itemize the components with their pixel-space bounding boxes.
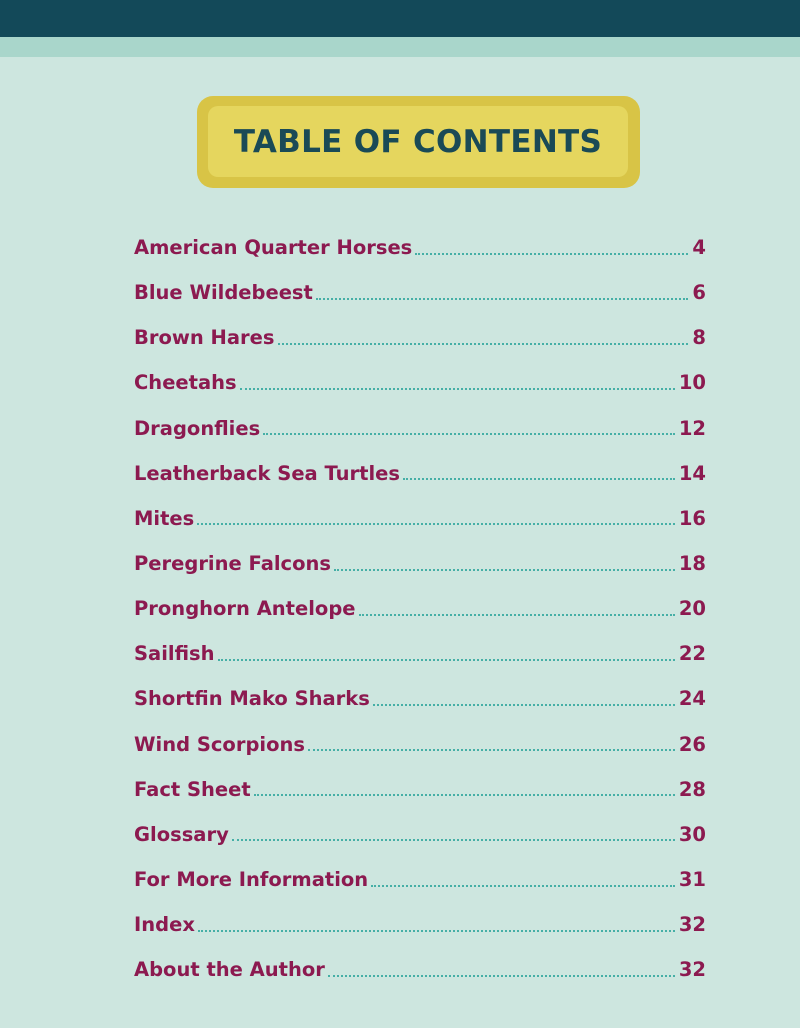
toc-entry-label: Mites bbox=[134, 506, 195, 530]
toc-entry-label: Sailfish bbox=[134, 642, 215, 666]
page-title: TABLE OF CONTENTS bbox=[233, 123, 603, 160]
toc-entry-page: 31 bbox=[678, 868, 706, 892]
toc-dot-leader bbox=[263, 433, 675, 435]
top-band bbox=[0, 0, 800, 37]
toc-entry-label: Index bbox=[134, 913, 195, 937]
toc-entry-page: 22 bbox=[678, 642, 706, 666]
toc-dot-leader bbox=[328, 975, 675, 977]
toc-entry[interactable] bbox=[134, 406, 706, 451]
toc-entry-page: 30 bbox=[678, 822, 706, 846]
toc-entry-label: Cheetahs bbox=[134, 371, 237, 395]
toc-entry-page: 28 bbox=[678, 777, 706, 801]
toc-entry-label: About the Author bbox=[134, 958, 325, 982]
toc-entry[interactable] bbox=[134, 586, 706, 631]
toc-dot-leader bbox=[371, 885, 675, 887]
toc-entry-label: Blue Wildebeest bbox=[134, 281, 313, 305]
toc-entry[interactable] bbox=[134, 270, 706, 315]
toc-entry-label: Peregrine Falcons bbox=[134, 552, 331, 576]
toc-entry-label: Glossary bbox=[134, 822, 229, 846]
toc-entry-label: For More Information bbox=[134, 868, 369, 892]
toc-entry-page: 24 bbox=[678, 687, 706, 711]
toc-entry-page: 10 bbox=[678, 371, 706, 395]
toc-entry[interactable] bbox=[134, 947, 706, 992]
toc-entry[interactable] bbox=[134, 722, 706, 767]
toc-dot-leader bbox=[254, 794, 675, 796]
toc-dot-leader bbox=[278, 343, 689, 345]
toc-entry-page: 8 bbox=[692, 326, 706, 350]
toc-entry-label: American Quarter Horses bbox=[134, 236, 413, 260]
toc-entry[interactable] bbox=[134, 812, 706, 857]
toc-entry-page: 18 bbox=[678, 552, 706, 576]
toc-dot-leader bbox=[197, 523, 675, 525]
toc-entry[interactable] bbox=[134, 496, 706, 541]
toc-dot-leader bbox=[308, 749, 675, 751]
toc-entry-label: Dragonflies bbox=[134, 416, 261, 440]
toc-list bbox=[134, 225, 706, 992]
toc-entry[interactable] bbox=[134, 451, 706, 496]
toc-entry[interactable] bbox=[134, 676, 706, 721]
toc-entry-label: Brown Hares bbox=[134, 326, 275, 350]
toc-entry-label: Fact Sheet bbox=[134, 777, 251, 801]
toc-dot-leader bbox=[334, 569, 675, 571]
toc-entry-label: Leatherback Sea Turtles bbox=[134, 461, 401, 485]
toc-dot-leader bbox=[316, 298, 688, 300]
toc-entry[interactable] bbox=[134, 902, 706, 947]
toc-entry-page: 14 bbox=[678, 461, 706, 485]
toc-dot-leader bbox=[198, 930, 675, 932]
toc-entry[interactable] bbox=[134, 315, 706, 360]
toc-entry[interactable] bbox=[134, 541, 706, 586]
toc-entry-label: Shortfin Mako Sharks bbox=[134, 687, 370, 711]
toc-entry-page: 6 bbox=[692, 281, 706, 305]
toc-entry-page: 16 bbox=[678, 506, 706, 530]
toc-entry[interactable] bbox=[134, 631, 706, 676]
title-banner bbox=[197, 96, 640, 188]
toc-entry-page: 32 bbox=[678, 913, 706, 937]
toc-dot-leader bbox=[232, 839, 675, 841]
toc-dot-leader bbox=[218, 659, 675, 661]
toc-entry-label: Pronghorn Antelope bbox=[134, 597, 356, 621]
toc-entry-page: 20 bbox=[678, 597, 706, 621]
toc-dot-leader bbox=[240, 388, 675, 390]
toc-entry-page: 32 bbox=[678, 958, 706, 982]
toc-entry[interactable] bbox=[134, 225, 706, 270]
toc-entry-page: 4 bbox=[692, 236, 706, 260]
toc-dot-leader bbox=[359, 614, 675, 616]
toc-dot-leader bbox=[403, 478, 675, 480]
toc-entry-label: Wind Scorpions bbox=[134, 732, 305, 756]
toc-entry[interactable] bbox=[134, 857, 706, 902]
toc-dot-leader bbox=[373, 704, 675, 706]
toc-entry-page: 26 bbox=[678, 732, 706, 756]
toc-entry-page: 12 bbox=[678, 416, 706, 440]
toc-entry[interactable] bbox=[134, 360, 706, 405]
toc-dot-leader bbox=[415, 253, 688, 255]
toc-entry[interactable] bbox=[134, 767, 706, 812]
top-stripe bbox=[0, 37, 800, 57]
title-banner-inner bbox=[208, 106, 628, 177]
